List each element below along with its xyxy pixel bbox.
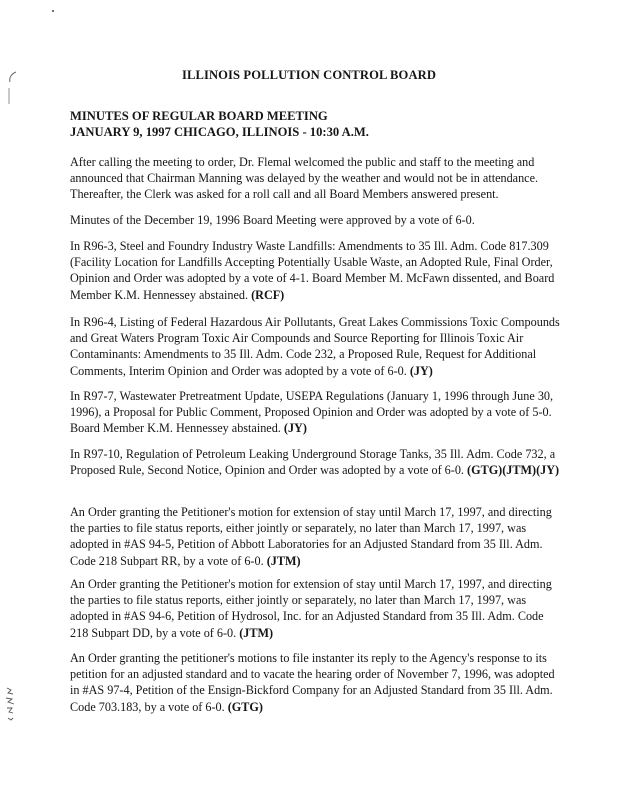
- paragraph-r97-10: [70, 446, 560, 478]
- staff-initials-tag: (JY): [409, 363, 433, 378]
- staff-initials-tag: (GTG): [227, 699, 263, 714]
- meeting-heading-line2: JANUARY 9, 1997 CHICAGO, ILLINOIS - 10:30 A.M.: [70, 125, 369, 139]
- staff-initials-tag: (JY): [283, 421, 307, 436]
- paragraph-text: In R96-4, Listing of Federal Hazardous Air Pollutants, Great Lakes Commissions Toxic Compounds and Great Waters Program Toxic Air Compounds and Source Reporting for Illinois Toxic Air Contaminants: Amendments to 35 Ill. Adm. Code 232, a Proposed Rule, Request for Additional Comments, Interim Opinion and Order was adopted by a vote of 6-0.: [70, 315, 560, 378]
- scan-speck: [52, 10, 54, 12]
- paragraph-as-97-4: [70, 650, 560, 715]
- paragraph-as-94-5: [70, 504, 560, 569]
- staff-initials-tag: (JTM): [266, 553, 301, 568]
- paragraph-text: Minutes of the December 19, 1996 Board Meeting were approved by a vote of 6-0.: [70, 213, 475, 227]
- staff-initials-tag: (RCF): [251, 287, 285, 302]
- staff-initials-tag: (JTM): [239, 625, 274, 640]
- paragraph-r97-7: [70, 388, 560, 437]
- paragraph-text: In R97-10, Regulation of Petroleum Leaking Underground Storage Tanks, 35 Ill. Adm. Code 732, a Proposed Rule, Second Notice, Opinion and Order was adopted by a vote of 6-0.: [70, 447, 556, 478]
- paragraph-as-94-6: [70, 576, 560, 641]
- staff-initials-tag: (GTG)(JTM)(JY): [467, 463, 560, 478]
- paragraph-text: An Order granting the Petitioner's motion for extension of stay until March 17, 1997, and directing the parties to file status reports, either jointly or separately, no later than March 17, 1997, was adopted in #AS 94-6, Petition of Hydrosol, Inc. for an Adjusted Standard from 35 Ill. Adm. Code 218 Subpart DD, by a vote of 6-0.: [70, 577, 552, 640]
- meeting-heading: [70, 108, 570, 140]
- paragraph-text: An Order granting the petitioner's motions to file instanter its reply to the Agency's response to its petition for an adjusted standard and to vacate the hearing order of November 7, 1996, was adopted in #AS 97-4, Petition of the Ensign-Bickford Company for an Adjusted Standard from 35 Ill. Adm. Code 703.183, by a vote of 6-0.: [70, 651, 555, 714]
- board-title: ILLINOIS POLLUTION CONTROL BOARD: [181, 68, 437, 82]
- paragraph-r96-3: [70, 238, 560, 303]
- paragraph-text: After calling the meeting to order, Dr. Flemal welcomed the public and staff to the meeting and announced that Chairman Manning was delayed by the weather and would not be in attendance. Thereafter, the Clerk was asked for a roll call and all Board Members answered present.: [70, 155, 539, 202]
- paragraph-text: In R96-3, Steel and Foundry Industry Waste Landfills: Amendments to 35 Ill. Adm. Code 817.309 (Facility Location for Landfills Accepting Potentially Usable Waste, an Adopted Rule, Final Order, Opinion and Order was adopted by a vote of 4-1. Board Member M. McFawn dissented, and Board Member K.M. Hennessey abstained.: [70, 239, 555, 302]
- meeting-heading-line1: MINUTES OF REGULAR BOARD MEETING: [70, 109, 328, 123]
- paragraph-call-to-order: [70, 154, 560, 203]
- paragraph-minutes-approval: [70, 212, 560, 228]
- paragraph-text: An Order granting the Petitioner's motion for extension of stay until March 17, 1997, and directing the parties to file status reports, either jointly or separately, no later than March 17, 1997, was adopted in #AS 94-5, Petition of Abbott Laboratories for an Adjusted Standard from 35 Ill. Adm. Code 218 Subpart RR, by a vote of 6-0.: [70, 505, 552, 568]
- paragraph-r96-4: [70, 314, 560, 379]
- paragraph-text: In R97-7, Wastewater Pretreatment Update, USEPA Regulations (January 1, 1996 through June 30, 1996), a Proposal for Public Comment, Proposed Opinion and Order was adopted by a vote of 5-0. Board Member K.M. Hennessey abstained.: [70, 389, 554, 436]
- margin-handwriting-mark: [4, 686, 22, 726]
